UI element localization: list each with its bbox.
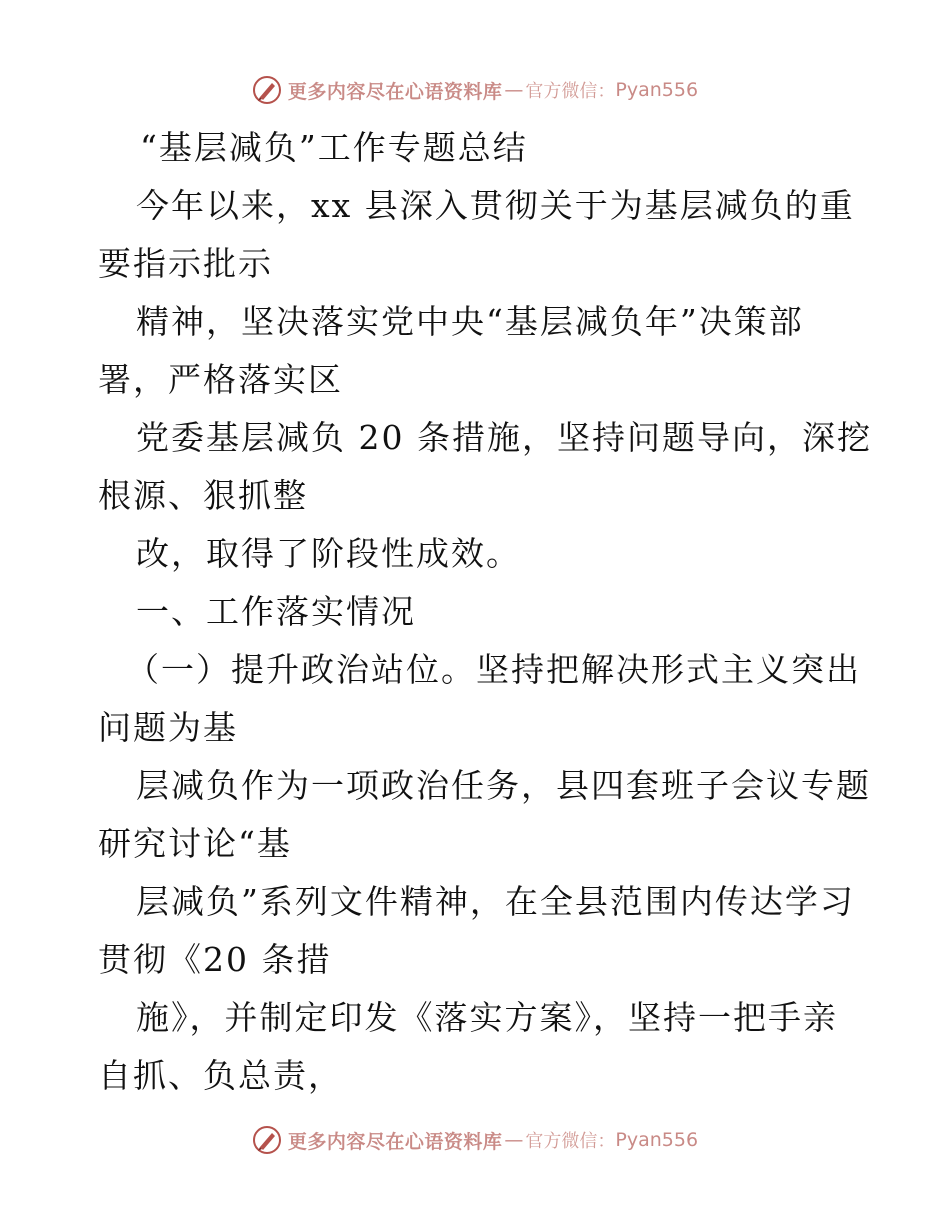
banner-wechat-label: 官方微信： xyxy=(525,1131,616,1152)
doc-line: 自抓、负总责， xyxy=(98,1056,343,1095)
pen-logo-icon xyxy=(252,75,282,105)
doc-line: 党委基层减负 20 条措施，坚持问题导向，深挖 xyxy=(136,418,872,457)
banner-wechat-id: Pyan556 xyxy=(615,1129,699,1151)
banner-wechat-label: 官方微信： xyxy=(525,81,616,102)
header-banner xyxy=(0,70,950,110)
banner-separator: — xyxy=(504,1129,524,1151)
doc-line: 精神，坚决落实党中央“基层减负年”决策部 xyxy=(136,302,804,341)
doc-line: 层减负作为一项政治任务，县四套班子会议专题 xyxy=(136,766,871,805)
doc-line: 贯彻《20 条措 xyxy=(98,940,332,979)
doc-line: 根源、狠抓整 xyxy=(98,476,308,515)
doc-line: 今年以来，xx 县深入贯彻关于为基层减负的重 xyxy=(136,186,855,225)
doc-title: “基层减负”工作专题总结 xyxy=(140,128,528,167)
doc-line: 问题为基 xyxy=(98,708,238,747)
doc-line: 研究讨论“基 xyxy=(98,824,292,863)
doc-line: 施》，并制定印发《落实方案》，坚持一把手亲 xyxy=(136,998,838,1037)
doc-line: 要指示批示 xyxy=(98,244,273,283)
doc-line: 改，取得了阶段性成效。 xyxy=(136,534,521,573)
pen-logo-icon xyxy=(252,1125,282,1155)
banner-text: 更多内容尽在心语资料库 xyxy=(287,80,503,103)
doc-line: （一）提升政治站位。坚持把解决形式主义突出 xyxy=(126,650,861,689)
section-heading: 一、工作落实情况 xyxy=(136,592,416,631)
footer-banner xyxy=(0,1120,950,1160)
banner-text: 更多内容尽在心语资料库 xyxy=(287,1130,503,1153)
banner-wechat-id: Pyan556 xyxy=(615,79,699,101)
doc-line: 层减负”系列文件精神，在全县范围内传达学习 xyxy=(136,882,855,921)
banner-separator: — xyxy=(504,79,524,101)
doc-line: 署，严格落实区 xyxy=(98,360,343,399)
